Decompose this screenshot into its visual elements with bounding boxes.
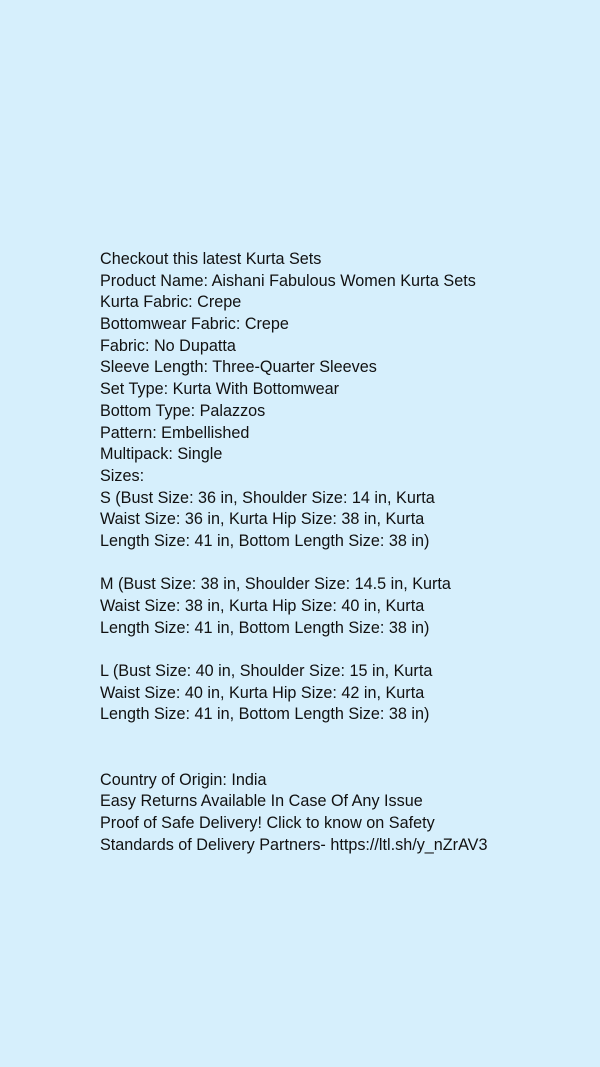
size-block-s: [100, 488, 580, 553]
detail-kurta-fabric: Kurta Fabric: Crepe: [100, 293, 242, 312]
spacer: [100, 726, 580, 748]
detail-fabric: Fabric: No Dupatta: [100, 336, 236, 355]
spacer: [100, 639, 580, 661]
size-m-line: M (Bust Size: 38 in, Shoulder Size: 14.5 in, Kurta: [100, 575, 451, 594]
size-l-line: Length Size: 41 in, Bottom Length Size: 38 in): [100, 705, 430, 724]
size-m-line: Length Size: 41 in, Bottom Length Size: 38 in): [100, 618, 430, 637]
detail-sleeve-length: Sleeve Length: Three-Quarter Sleeves: [100, 358, 377, 377]
size-l-line: Waist Size: 40 in, Kurta Hip Size: 42 in, Kurta: [100, 683, 425, 702]
detail-bottom-type: Bottom Type: Palazzos: [100, 401, 266, 420]
spacer: [100, 748, 580, 770]
size-m-line: Waist Size: 38 in, Kurta Hip Size: 40 in, Kurta: [100, 597, 425, 615]
detail-bottomwear-fabric: Bottomwear Fabric: Crepe: [100, 315, 289, 334]
spacer: [100, 553, 580, 575]
size-block-m: [100, 574, 580, 639]
product-description: [100, 249, 580, 856]
size-s-line: S (Bust Size: 36 in, Shoulder Size: 14 in, Kurta: [100, 488, 435, 507]
size-block-l: [100, 661, 580, 726]
detail-multipack: Multipack: Single: [100, 445, 223, 464]
size-s-line: Length Size: 41 in, Bottom Length Size: 38 in): [100, 531, 430, 550]
safety-note-prefix: Standards of Delivery Partners-: [100, 835, 331, 854]
size-l-line: L (Bust Size: 40 in, Shoulder Size: 15 in, Kurta: [100, 662, 433, 681]
description-header: Checkout this latest Kurta Sets: [100, 250, 322, 268]
detail-product-name: Product Name: Aishani Fabulous Women Kurta Sets: [100, 271, 476, 290]
detail-set-type: Set Type: Kurta With Bottomwear: [100, 380, 340, 399]
safety-standards-link[interactable]: https://ltl.sh/y_nZrAV3: [330, 835, 488, 854]
safety-note-line2: [100, 835, 580, 857]
safety-note-line1: Proof of Safe Delivery! Click to know on Safety: [100, 813, 435, 832]
country-of-origin: Country of Origin: India: [100, 770, 267, 789]
detail-pattern: Pattern: Embellished: [100, 423, 250, 442]
size-s-line: Waist Size: 36 in, Kurta Hip Size: 38 in, Kurta: [100, 510, 425, 529]
easy-returns-note: Easy Returns Available In Case Of Any Issue: [100, 792, 423, 811]
sizes-label: Sizes:: [100, 466, 145, 485]
